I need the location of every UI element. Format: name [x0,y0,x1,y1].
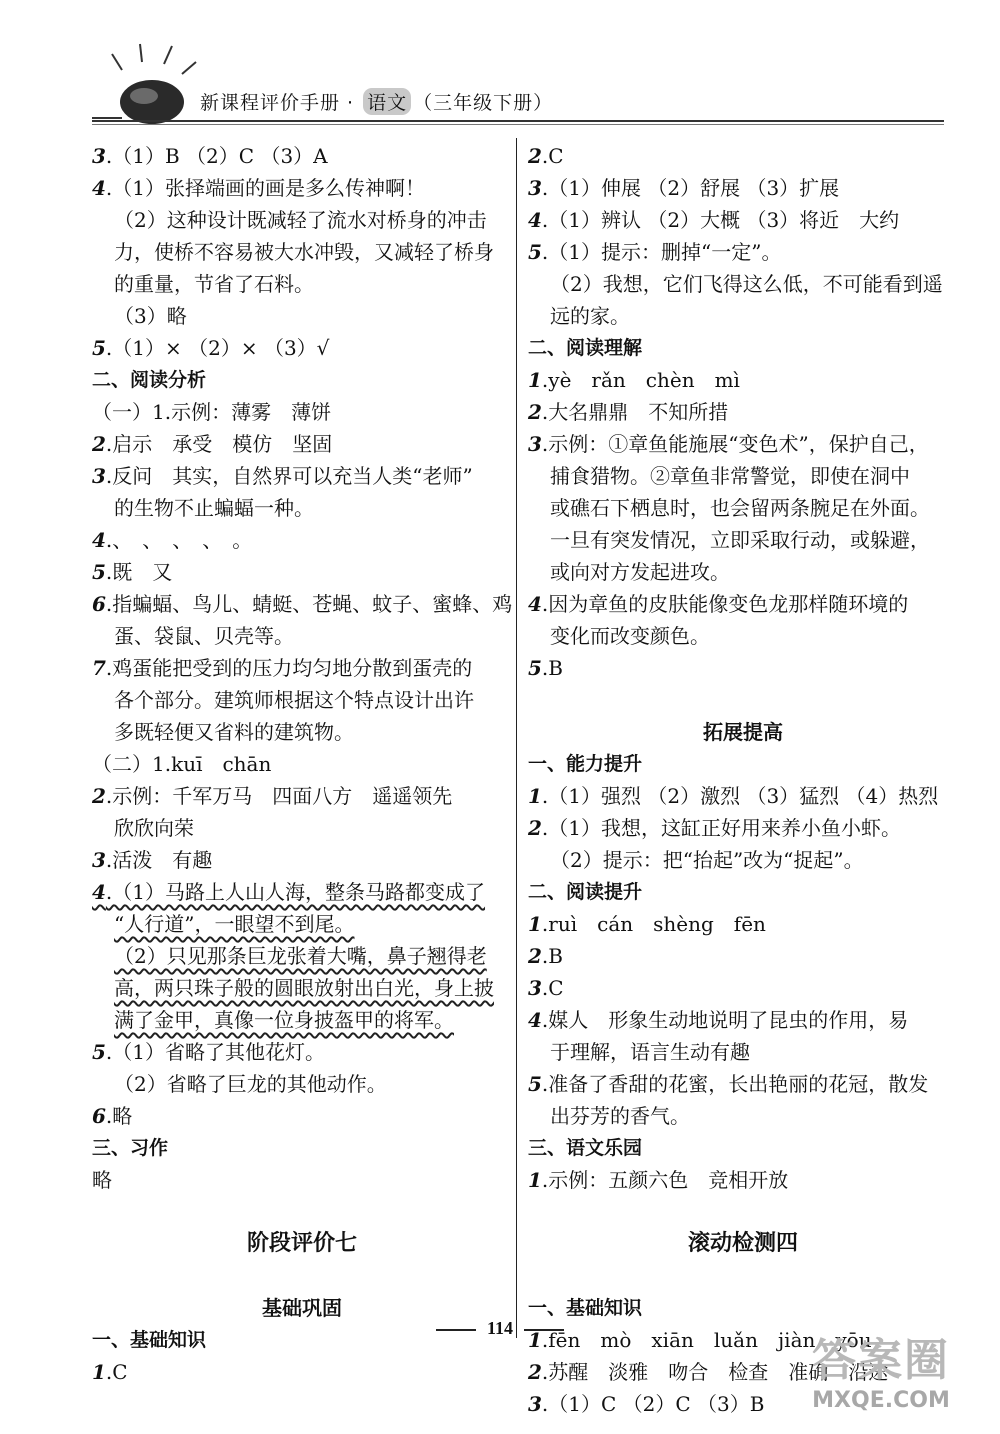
answer-text: .准备了香甜的花蜜，长出艳丽的花冠，散发 [541,1072,929,1096]
answer-text: 一旦有突发情况，立即采取行动，或躲避， [550,528,930,552]
answer-text: 略 [92,1168,112,1192]
answer-text: “人行道”，一眼望不到尾。 [114,912,355,936]
right-line [528,1196,958,1228]
right-line [528,396,958,428]
answer-text: .、 、 、 、 。 [105,528,253,552]
left-line [92,1068,512,1100]
answer-text: .（1）张择端画的画是多么传神啊！ [105,176,426,200]
left-line [92,716,512,748]
right-line [528,364,958,396]
left-line [92,972,512,1004]
right-line [528,1164,958,1196]
question-number: 5 [92,336,106,360]
left-line [92,1164,512,1196]
answer-text: .活泼 有趣 [105,848,213,872]
answer-text: .因为章鱼的皮肤能像变色龙那样随环境的 [541,592,909,616]
right-line [528,1068,958,1100]
question-number: 3 [528,176,542,200]
answer-text: .（1）× （2）× （3）√ [105,336,330,360]
right-line [528,1228,958,1260]
answer-text: （2）提示：把“抬起”改为“捉起”。 [550,848,864,872]
right-line [528,1036,958,1068]
answer-text: 二、阅读提升 [528,881,643,903]
header-title-suffix: （三年级下册） [413,92,554,114]
left-line [92,588,512,620]
page-header [0,0,1000,150]
answer-text: 于理解，语言生动有趣 [550,1040,750,1064]
right-line [528,1260,958,1292]
left-line [92,396,512,428]
question-number: 5 [92,560,106,584]
left-line [92,1196,512,1228]
question-number: 5 [528,656,542,680]
question-number: 2 [528,816,542,840]
watermark-url-text: MXQE.COM [812,1388,950,1413]
answer-text: .鸡蛋能把受到的压力均匀地分散到蛋壳的 [105,656,473,680]
footer-ornament-left [436,1329,476,1331]
answer-text: .B [541,944,563,968]
answer-text: 或向对方发起进攻。 [550,560,730,584]
question-number: 2 [92,432,106,456]
answer-text: .C [541,976,564,1000]
header-rule [92,120,944,122]
subject-badge: 语文 [363,88,411,115]
answer-text: 蛋、袋鼠、贝壳等。 [114,624,294,648]
left-line [92,1132,512,1164]
left-line [92,556,512,588]
right-line [528,428,958,460]
right-line [528,620,958,652]
left-line [92,1356,512,1388]
answer-text: （一）1.示例：薄雾 薄饼 [92,400,332,424]
right-line [528,876,958,908]
right-line [528,812,958,844]
question-number: 4 [528,592,542,616]
answer-text: 二、阅读理解 [528,337,643,359]
left-line [92,908,512,940]
right-line [528,908,958,940]
answer-text: .（1）马路上人山人海，整条马路都变成了 [105,880,486,904]
answer-text: 满了金甲，真像一位身披盔甲的将军。 [114,1008,454,1032]
question-number: 2 [528,1360,542,1384]
left-line [92,428,512,460]
question-number: 2 [92,784,106,808]
answer-text: 或礁石下栖息时，也会留两条腕足在外面。 [550,496,930,520]
answer-text: .C [105,1360,128,1384]
answer-text: .fēn mò xiān luǎn jiàn yōu [541,1328,872,1352]
left-line [92,620,512,652]
left-line [92,332,512,364]
left-line [92,780,512,812]
answer-text: （2）只见那条巨龙张着大嘴，鼻子翘得老 [114,944,487,968]
left-line [92,524,512,556]
answer-text: 力，使桥不容易被大水冲毁，又减轻了桥身 [114,240,494,264]
left-line [92,684,512,716]
right-line [528,972,958,1004]
left-line [92,1004,512,1036]
right-line [528,716,958,748]
right-line [528,172,958,204]
answer-text: .示例：①章鱼能施展“变色术”，保护自己， [541,432,929,456]
left-line [92,844,512,876]
watermark-logo [786,1324,976,1414]
right-line [528,460,958,492]
question-number: 4 [92,880,106,904]
answer-text: 的生物不止蝙蝠一种。 [114,496,314,520]
right-line [528,844,958,876]
question-number: 3 [528,1392,542,1416]
left-line [92,236,512,268]
answer-text: 高，两只珠子般的圆眼放射出白光，身上披 [114,976,494,1000]
left-line [92,268,512,300]
answer-text: 基础巩固 [262,1296,342,1320]
answer-text: （2）这种设计既减轻了流水对桥身的冲击 [114,208,487,232]
answer-text: .苏醒 淡雅 吻合 检查 准确 沿途 [541,1360,889,1384]
question-number: 3 [92,464,106,488]
answer-text: .ruì cán shèng fēn [541,912,766,936]
answer-text: .启示 承受 模仿 坚固 [105,432,333,456]
question-number: 4 [528,1008,542,1032]
question-number: 1 [528,1328,542,1352]
answer-text: 欣欣向荣 [114,816,194,840]
answer-text: .C [541,144,564,168]
right-line [528,748,958,780]
question-number: 3 [92,848,106,872]
answer-text: （2）我想，它们飞得这么低，不可能看到遥 [550,272,943,296]
right-line [528,1004,958,1036]
question-number: 3 [528,976,542,1000]
answer-text: 阶段评价七 [246,1231,357,1256]
question-number: 5 [528,240,542,264]
answer-text: .（1）B （2）C （3）A [105,144,328,168]
question-number: 1 [528,368,542,392]
question-number: 2 [528,400,542,424]
right-line [528,204,958,236]
answer-text: .（1）伸展 （2）舒展 （3）扩展 [541,176,840,200]
left-line [92,940,512,972]
sun-logo-icon [92,40,212,130]
answer-text: .略 [105,1104,133,1128]
answer-text: .（1）提示：删掉“一定”。 [541,240,782,264]
right-line [528,332,958,364]
answer-text: .大名鼎鼎 不知所措 [541,400,729,424]
answer-text: .（1）省略了其他花灯。 [105,1040,326,1064]
question-number: 3 [528,432,542,456]
column-divider [516,138,517,1338]
answer-text: 三、语文乐园 [528,1137,643,1159]
left-line [92,876,512,908]
question-number: 1 [528,784,542,808]
right-column [528,140,958,1420]
question-number: 4 [92,528,106,552]
right-line [528,524,958,556]
left-line [92,1036,512,1068]
answer-text: 捕食猎物。②章鱼非常警觉，即使在洞中 [550,464,910,488]
page-number: 114 [486,1318,513,1338]
answer-text: 一、基础知识 [528,1297,643,1319]
right-line [528,1100,958,1132]
left-line [92,364,512,396]
header-title-prefix: 新课程评价手册 · [200,92,362,114]
answer-text: .反问 其实，自然界可以充当人类“老师” [105,464,473,488]
question-number: 1 [528,1168,542,1192]
question-number: 3 [92,144,106,168]
answer-text: 的重量，节省了石料。 [114,272,314,296]
right-line [528,652,958,684]
right-line [528,300,958,332]
answer-text: .B [541,656,563,680]
header-rule-thin [92,124,944,125]
left-line [92,300,512,332]
answer-text: 滚动检测四 [687,1231,798,1256]
question-number: 6 [92,592,106,616]
answer-text: .示例：五颜六色 竞相开放 [541,1168,789,1192]
answer-text: .既 又 [105,560,173,584]
answer-text: .指蝙蝠、鸟儿、蜻蜓、苍蝇、蚊子、蜜蜂、鸡 [105,592,513,616]
right-line [528,268,958,300]
answer-text: 拓展提高 [703,720,783,744]
left-line [92,652,512,684]
left-line [92,492,512,524]
right-line [528,588,958,620]
answer-text: 一、基础知识 [92,1329,207,1351]
right-line [528,684,958,716]
answer-text: 一、能力提升 [528,753,643,775]
right-line [528,140,958,172]
answer-text: 出芬芳的香气。 [550,1104,690,1128]
answer-text: （2）省略了巨龙的其他动作。 [114,1072,387,1096]
right-line [528,780,958,812]
answer-text: .（1）强烈 （2）激烈 （3）猛烈 （4）热烈 [541,784,939,808]
answer-text: 多既轻便又省料的建筑物。 [114,720,354,744]
left-line [92,204,512,236]
answer-text: （二）1.kuī chān [92,752,272,776]
question-number: 2 [528,144,542,168]
question-number: 4 [528,208,542,232]
answer-text: .yè rǎn chèn mì [541,368,740,392]
left-line [92,1228,512,1260]
right-line [528,1132,958,1164]
question-number: 5 [92,1040,106,1064]
question-number: 4 [92,176,106,200]
answer-text: .示例：千军万马 四面八方 遥遥领先 [105,784,453,808]
question-number: 5 [528,1072,542,1096]
left-line [92,140,512,172]
answer-text: 远的家。 [550,304,630,328]
answer-text: 三、习作 [92,1137,169,1159]
right-line [528,492,958,524]
answer-text: （3）略 [114,304,187,328]
question-number: 1 [528,912,542,936]
right-line [528,556,958,588]
answer-text: .（1）辨认 （2）大概 （3）将近 大约 [541,208,900,232]
left-line [92,172,512,204]
header-title [200,88,553,115]
question-number: 6 [92,1104,106,1128]
left-line [92,460,512,492]
left-line [92,1260,512,1292]
answer-text: 各个部分。建筑师根据这个特点设计出许 [114,688,474,712]
question-number: 2 [528,944,542,968]
left-column [92,140,512,1388]
left-line [92,1100,512,1132]
footer-ornament-right [524,1329,564,1331]
right-line [528,940,958,972]
question-number: 7 [92,656,106,680]
right-line [528,236,958,268]
answer-text: .媒人 形象生动地说明了昆虫的作用，易 [541,1008,909,1032]
answer-text: 二、阅读分析 [92,369,207,391]
answer-text: .（1）我想，这缸正好用来养小鱼小虾。 [541,816,902,840]
question-number: 1 [92,1360,106,1384]
answer-text: 变化而改变颜色。 [550,624,710,648]
left-line [92,812,512,844]
left-line [92,748,512,780]
answer-text: .（1）C （2）C （3）B [541,1392,765,1416]
watermark-top-text: 答案圈 [812,1335,950,1386]
